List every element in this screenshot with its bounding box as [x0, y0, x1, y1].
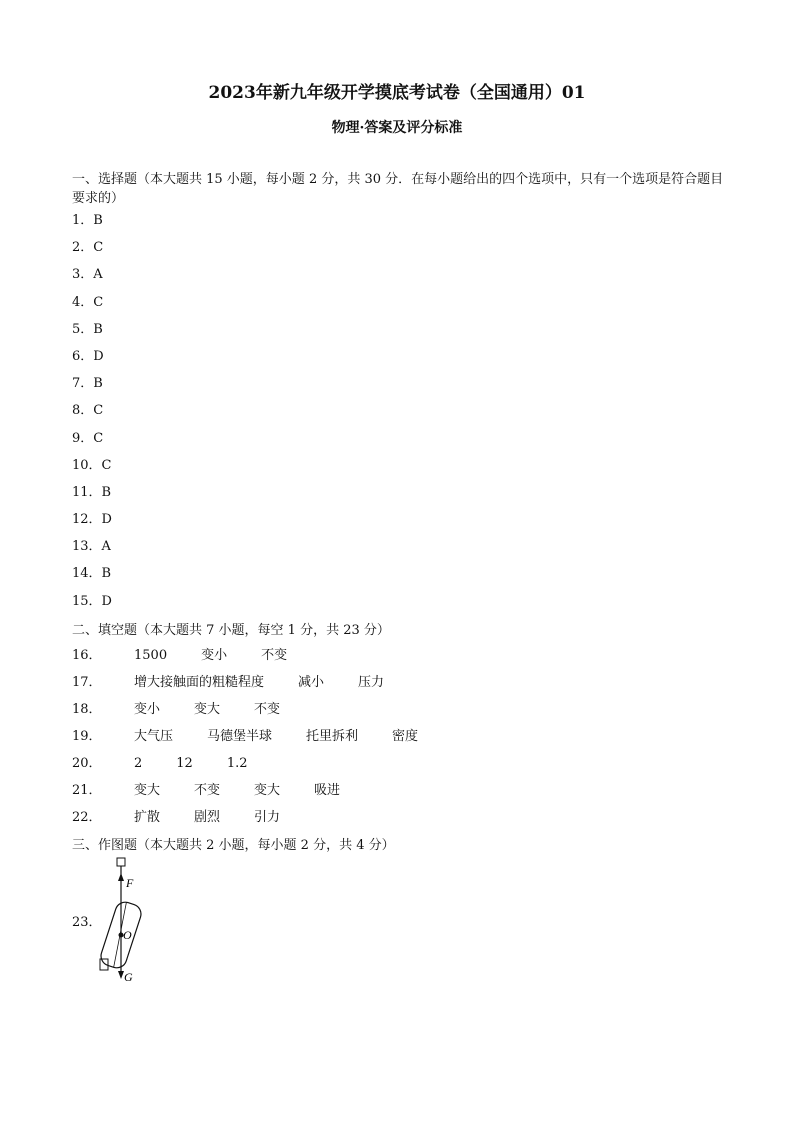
- choice-answer-value: C: [93, 430, 104, 446]
- fill-answer-blank: 变小: [134, 702, 161, 717]
- force-f-arrowhead: [118, 873, 124, 881]
- choice-answer-number: 7．: [72, 376, 94, 392]
- fill-answer-blank: 不变: [194, 783, 221, 798]
- choice-answer-value: B: [101, 484, 112, 500]
- choice-answer-number: 3．: [72, 267, 94, 283]
- fill-answer-blank: 不变: [261, 648, 288, 663]
- fill-answer-values: [134, 754, 282, 774]
- fill-answer-number: 16．: [72, 648, 102, 663]
- fill-answer-values: [134, 673, 418, 693]
- section-choice-heading: 一、选择题（本大题共 15 小题，每小题 2 分，共 30 分．在每小题给出的四个选项中，只有一个选项是符合题目要求的）: [72, 172, 724, 206]
- fill-answer-blank: 变大: [254, 783, 281, 798]
- choice-answer-value: B: [101, 566, 112, 582]
- choice-answer-value: B: [93, 321, 103, 337]
- choice-answer-item: [72, 211, 112, 238]
- choice-answer-value: C: [93, 240, 104, 256]
- fill-answer-blank: 马德堡半球: [207, 729, 273, 744]
- fill-answer-blank: 1500: [134, 648, 168, 663]
- fill-answer-blank: 不变: [254, 702, 281, 717]
- choice-answer-item: [72, 483, 112, 510]
- choice-answer-number: 14．: [72, 566, 102, 582]
- choice-answer-value: D: [93, 348, 104, 364]
- choice-answer-value: C: [93, 403, 104, 419]
- fill-answer-blank: 变大: [134, 783, 161, 798]
- force-diagram: [72, 855, 182, 990]
- fill-answer-values: [134, 700, 314, 720]
- section-drawing-heading: 三、作图题（本大题共 2 小题，每小题 2 分，共 4 分）: [72, 838, 395, 853]
- fill-answer-blank: 变大: [194, 702, 221, 717]
- choice-answer-item: [72, 293, 112, 320]
- fill-answer-blank: 变小: [201, 648, 228, 663]
- choice-answer-number: 2．: [72, 240, 94, 256]
- choice-answer-item: [72, 537, 112, 564]
- fill-answer-values: [134, 808, 314, 828]
- fill-answer-blank: 12: [176, 756, 193, 771]
- choice-answer-item: [72, 564, 112, 591]
- choice-answer-value: B: [93, 213, 103, 228]
- choice-answer-number: 13．: [72, 539, 102, 555]
- choice-answer-value: A: [93, 267, 103, 283]
- choice-answer-item: [72, 238, 112, 265]
- choice-answer-number: 9．: [72, 430, 94, 446]
- choice-answer-number: 4．: [72, 294, 94, 310]
- choice-answer-value: C: [101, 457, 112, 473]
- fill-answer-blank: 引力: [254, 810, 281, 825]
- label-f: F: [126, 876, 134, 890]
- choice-answer-item: [72, 320, 112, 347]
- fill-answer-number: 20．: [72, 756, 102, 771]
- label-o: O: [123, 928, 132, 942]
- choice-answer-value: C: [93, 294, 104, 310]
- choice-answer-item: [72, 265, 112, 292]
- page-subtitle: 物理·答案及评分标准: [331, 120, 463, 136]
- fill-answer-blank: 密度: [392, 729, 419, 744]
- choice-answer-number: 5．: [72, 321, 94, 337]
- fill-answer-number: 22．: [72, 810, 102, 825]
- choice-answer-number: 12．: [72, 512, 102, 528]
- fill-answer-blank: 扩散: [134, 810, 161, 825]
- choice-answer-item: [72, 510, 112, 537]
- choice-answer-number: 1．: [72, 213, 94, 228]
- choice-answer-item: [72, 347, 112, 374]
- choice-answer-number: 15．: [72, 593, 102, 609]
- fill-answer-blank: 2: [134, 756, 143, 771]
- q23-diagram: [72, 855, 182, 990]
- page-title: 2023年新九年级开学摸底考试卷（全国通用）01: [208, 83, 586, 103]
- fill-answer-number: 19．: [72, 729, 102, 744]
- choice-answer-value: A: [101, 539, 111, 555]
- choice-answer-number: 6．: [72, 348, 94, 364]
- choice-answer-number: 8．: [72, 403, 94, 419]
- choice-answer-item: [72, 374, 112, 401]
- fill-answer-blank: 剧烈: [194, 810, 221, 825]
- hook-rect: [117, 858, 125, 866]
- fill-answer-blank: 大气压: [134, 729, 174, 744]
- fill-answer-blank: 托里拆利: [306, 729, 359, 744]
- choice-answer-value: B: [93, 376, 103, 392]
- choice-answer-value: D: [101, 593, 112, 609]
- choice-answer-number: 11．: [72, 484, 102, 500]
- fill-answer-values: [134, 727, 452, 747]
- choice-answer-value: D: [101, 512, 112, 528]
- choice-answer-item: [72, 592, 112, 619]
- fill-answer-number: 17．: [72, 675, 102, 690]
- fill-answer-blank: 1.2: [226, 756, 248, 771]
- fill-answer-blank: 增大接触面的粗糙程度: [134, 675, 265, 690]
- choice-answer-list: [72, 211, 112, 619]
- fill-answer-blank: 压力: [358, 675, 385, 690]
- label-g: G: [124, 970, 133, 984]
- section-fill-heading: 二、填空题（本大题共 7 小题，每空 1 分，共 23 分）: [72, 623, 390, 638]
- fill-answer-values: [134, 646, 321, 666]
- choice-answer-item: [72, 401, 112, 428]
- choice-answer-item: [72, 429, 112, 456]
- fill-answer-blank: 减小: [298, 675, 325, 690]
- fill-answer-number: 18．: [72, 702, 102, 717]
- fill-answer-number: 21．: [72, 783, 102, 798]
- choice-answer-item: [72, 456, 112, 483]
- choice-answer-number: 10．: [72, 457, 102, 473]
- fill-answer-values: [134, 781, 374, 801]
- fill-answer-blank: 吸进: [314, 783, 341, 798]
- q23-number: 23．: [72, 915, 102, 930]
